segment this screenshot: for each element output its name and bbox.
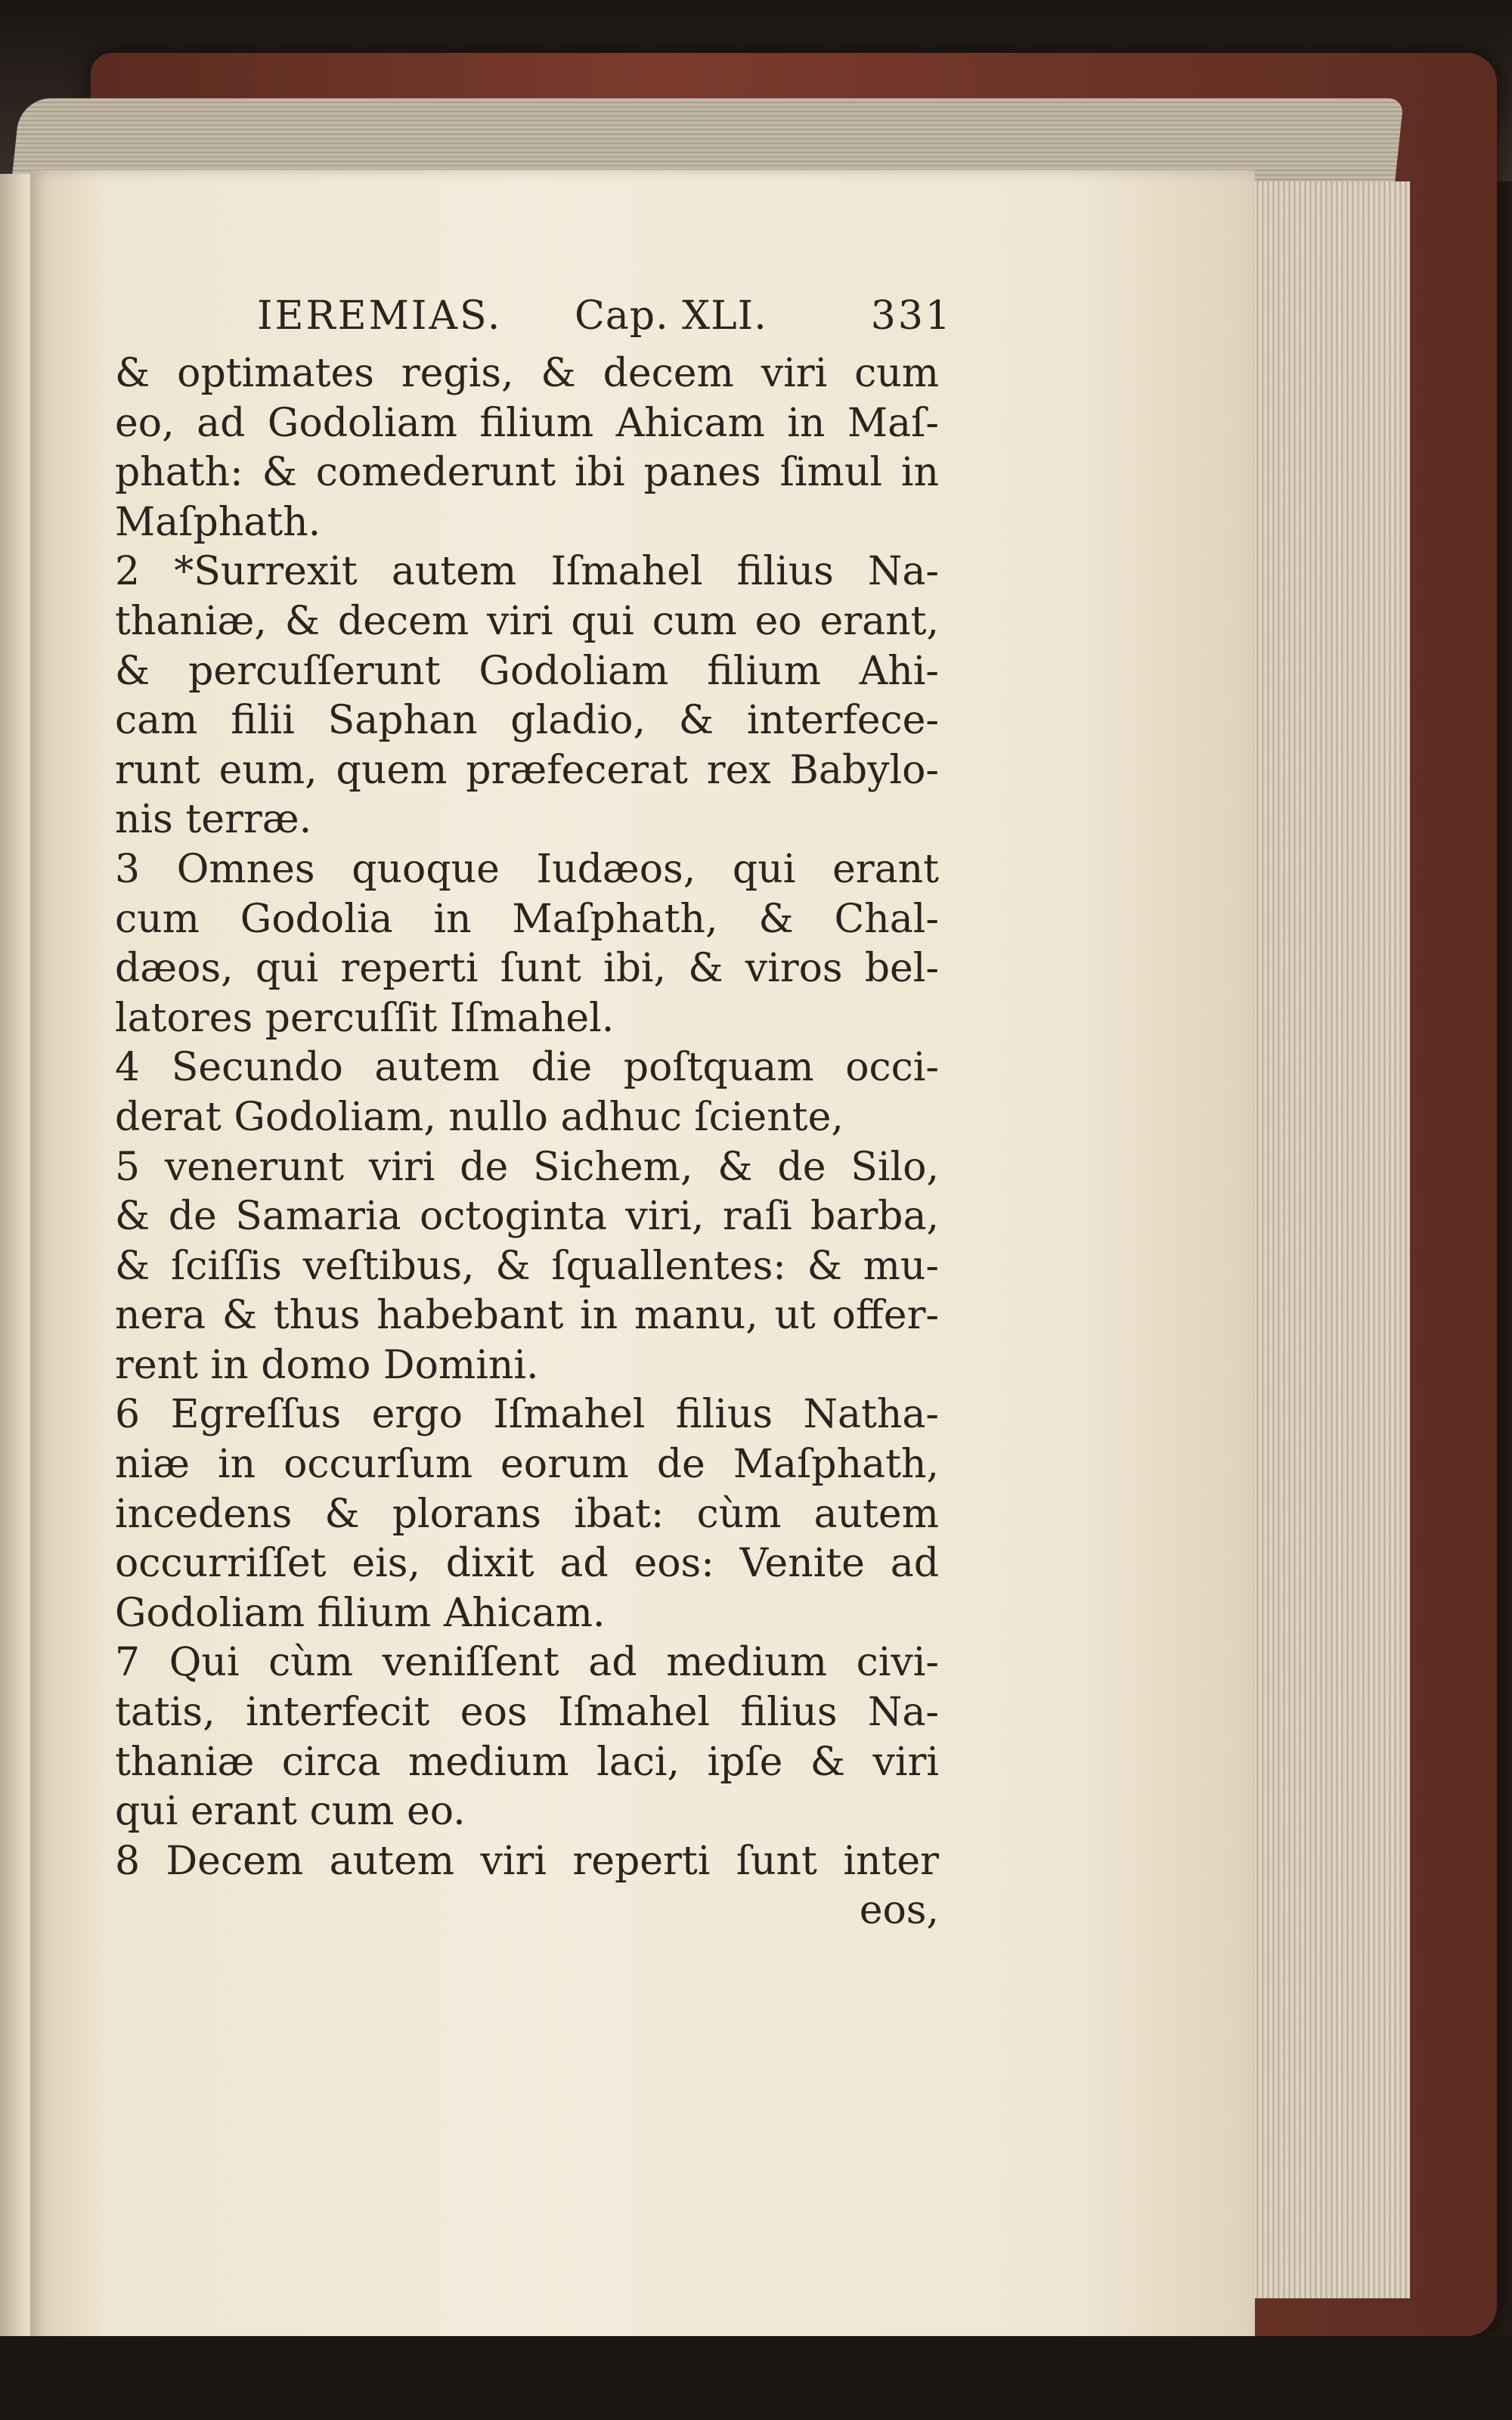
running-title: IEREMIAS. xyxy=(257,293,503,339)
text-line: dæos, qui reperti ſunt ibi, & viros bel- xyxy=(115,946,939,992)
text-line: Maſphath. xyxy=(115,499,321,545)
text-line: eo, ad Godoliam filium Ahicam in Maſ- xyxy=(115,400,939,446)
text-line: & optimates regis, & decem viri cum xyxy=(115,351,939,396)
catchword: eos, xyxy=(859,1888,939,1934)
text-line: & ſciſſis veſtibus, & ſquallentes: & mu- xyxy=(115,1243,939,1289)
text-line: cum Godolia in Maſphath, & Chal- xyxy=(115,896,939,942)
text-line: Godoliam filium Ahicam. xyxy=(115,1590,606,1636)
text-line: & percuſſerunt Godoliam filium Ahi- xyxy=(115,648,939,694)
text-line: latores percuſſit Iſmahel. xyxy=(115,995,615,1041)
text-line: 3 Omnes quoque Iudæos, qui erant xyxy=(115,846,939,892)
text-line: tatis, interfecit eos Iſmahel filius Na- xyxy=(115,1690,939,1736)
text-line: incedens & plorans ibat: cùm autem xyxy=(115,1491,939,1537)
text-line: occurriſſet eis, dixit ad eos: Venite ad xyxy=(115,1541,939,1587)
text-line: cam filii Saphan gladio, & interfece- xyxy=(115,698,939,744)
text-line: 7 Qui cùm veniſſent ad medium civi- xyxy=(115,1640,939,1686)
text-line: & de Samaria octoginta viri, raſi barba, xyxy=(115,1194,939,1240)
text-line: 5 venerunt viri de Sichem, & de Silo, xyxy=(115,1144,939,1190)
page-header xyxy=(257,293,953,346)
text-line: niæ in occurſum eorum de Maſphath, xyxy=(115,1442,939,1488)
text-line: 8 Decem autem viri reperti ſunt inter xyxy=(115,1838,939,1884)
background-bottom xyxy=(0,2336,1512,2420)
text-line: runt eum, quem præfecerat rex Babylo- xyxy=(115,747,939,793)
text-line: 6 Egreſſus ergo Iſmahel filius Natha- xyxy=(115,1392,939,1438)
text-line: phath: & comederunt ibi panes ſimul in xyxy=(115,450,939,496)
text-line: thaniæ circa medium laci, ipſe & viri xyxy=(115,1739,939,1785)
page-block-fore-edge xyxy=(1247,181,1410,2298)
chapter-label: Cap. XLI. xyxy=(575,293,767,339)
text-line: derat Godoliam, nullo adhuc ſciente, xyxy=(115,1094,844,1140)
text-line: nis terræ. xyxy=(115,797,312,843)
text-line: 4 Secundo autem die poſtquam occi- xyxy=(115,1045,939,1091)
text-line: qui erant cum eo. xyxy=(115,1789,466,1835)
text-line: rent in domo Domini. xyxy=(115,1342,539,1388)
text-line: 2 *Surrexit autem Iſmahel filius Na- xyxy=(115,549,939,595)
text-line: thaniæ, & decem viri qui cum eo erant, xyxy=(115,598,939,644)
body-text xyxy=(115,349,939,1936)
page-number: 331 xyxy=(870,293,953,339)
text-line: nera & thus habebant in manu, ut offer- xyxy=(115,1293,939,1339)
